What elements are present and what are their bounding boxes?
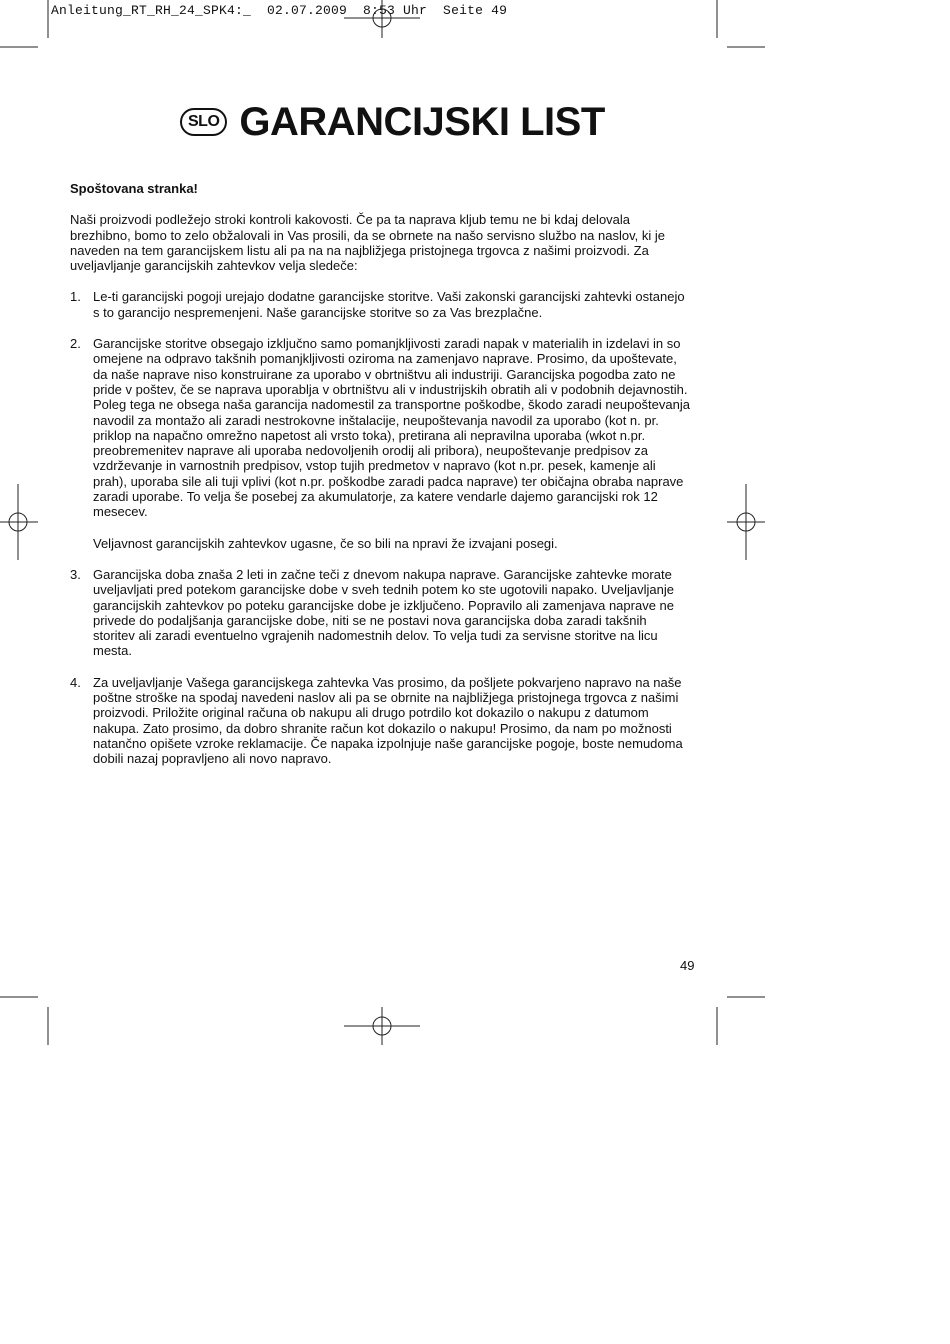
registration-mark-top xyxy=(344,0,420,38)
salutation: Spoštovana stranka! xyxy=(70,181,198,196)
document-body xyxy=(70,181,692,783)
list-item xyxy=(70,289,692,320)
list-item-number: 4. xyxy=(70,674,81,690)
list-item xyxy=(70,567,692,659)
list-item-body xyxy=(93,336,692,551)
list-item-body xyxy=(93,289,692,320)
print-slug: Anleitung_RT_RH_24_SPK4:_ 02.07.2009 8:53 Uhr Seite 49 xyxy=(51,3,508,18)
list-item xyxy=(70,336,692,551)
list-item-text: Le-ti garancijski pogoji urejajo dodatne garancijske storitve. Vaši zakonski garancijski zahtevki ostanejo s to garancijo nespremenjeni. Naše garancijske storitve so za Vas brezplačne. xyxy=(93,289,685,320)
language-badge: SLO xyxy=(180,108,227,136)
registration-mark-right xyxy=(727,484,765,560)
list-item-body xyxy=(93,567,692,659)
list-item-text: Garancijska doba znaša 2 leti in začne teči z dnevom nakupa naprave. Garancijske zahtevke morate uveljavljati pred potekom garancijske dobe v sveh tednih potem ko ste ugotovili napako. Uveljavljanje garancijskih zahtevkov po poteku garancijske dobe je izključeno. Popravilo ali zamenjava naprave ne privede do podaljšanja garancijske dobe, niti se ne postavi nova garancijska doba zaradi takšnih storitev ali zaradi eventuelno vgrajenih nadomestnih delov. To velja tudi za servisne storitve na licu mesta. xyxy=(93,566,675,659)
title-block xyxy=(180,98,605,146)
registration-mark-bottom xyxy=(344,1007,420,1045)
page-number: 49 xyxy=(680,958,695,973)
list-item-text: Za uveljavljanje Vašega garancijskega zahtevka Vas prosimo, da pošljete pokvarjeno napravo na naše poštne stroške na spodaj navedeni naslov ali pa se obrnite na najbližjega pristojnega trgovca z našimi proizvodi. Priložite original računa ob nakupu ali drugo potrdilo kot dokazilo o nakupu z datumom nakupa. Zato prosimo, da dobro shranite račun kot dokazilo o nakupu! Prosimo, da nam po možnosti natančno opišete vzroke reklamacije. Če napaka izpolnjuje naše garancijske pogoje, boste nemudoma dobili nazaj popravljeno ali novo napravo. xyxy=(93,674,683,767)
list-item-number: 1. xyxy=(70,289,81,305)
page-title: GARANCIJSKI LIST xyxy=(239,100,605,144)
list-item-body xyxy=(93,675,692,767)
list-item-number: 2. xyxy=(70,336,81,352)
list-item-text: Garancijske storitve obsegajo izključno samo pomanjkljivosti zaradi napak v materialih in izdelavi in so omejene na odpravo takšnih pomanjkljivosti oziroma na zamenjavo naprave. Prosimo, da upoštevate, da naše naprave niso konstruirane za uporabo v obrtništvu ali industriji. Garancijska pogodba zato ne pride v poštev, če se naprava uporablja v obrtništvu ali v industrijskih obratih ali v podobnih dejavnostih. Poleg tega ne obsega naša garancija nadomestil za transportne poškodbe, škodo zaradi neupoštevanja navodil za montažo ali zaradi nestrokovne inštalacije, neupoštevanja navodil za uporabo (kot n. pr. priklop na napačno omrežno napetost ali vrsto toka), pretirana ali nepravilna uporaba (wkot n.pr. preobremenitev naprave ali uporaba nedovoljenih orodij ali pribora), neupoštevanje predpisov za vzdrževanje in varnostnih predpisov, vstop tujih predmetov v napravo (kot n.pr. pesek, kamenje ali prah), uporaba sile ali tuji vplivi (kot n.pr. poškodbe zaradi padca naprave) ter običajna obraba naprave zaradi uporabe. To velja še posebej za akumulatorje, za katere vendarle dajemo garancijski rok 12 mesecev. xyxy=(93,336,690,520)
list-item xyxy=(70,675,692,767)
list-item-number: 3. xyxy=(70,566,81,582)
intro-paragraph: Naši proizvodi podležejo stroki kontroli kakovosti. Če pa ta naprava kljub temu ne bi kdaj delovala brezhibno, bomo to zelo obžalovali in Vas prosili, da se obrnete na našo servisno službo na naslov, ki je naveden na tem garancijskem listu ali pa na na najbližjega pristojnega trgovca z našimi proizvodi. Za uveljavljanje garancijskih zahtevkov velja sledeče: xyxy=(70,212,665,274)
registration-mark-left xyxy=(0,484,38,560)
list-item-text: Veljavnost garancijskih zahtevkov ugasne, če so bili na npravi že izvajani posegi. xyxy=(93,535,558,551)
